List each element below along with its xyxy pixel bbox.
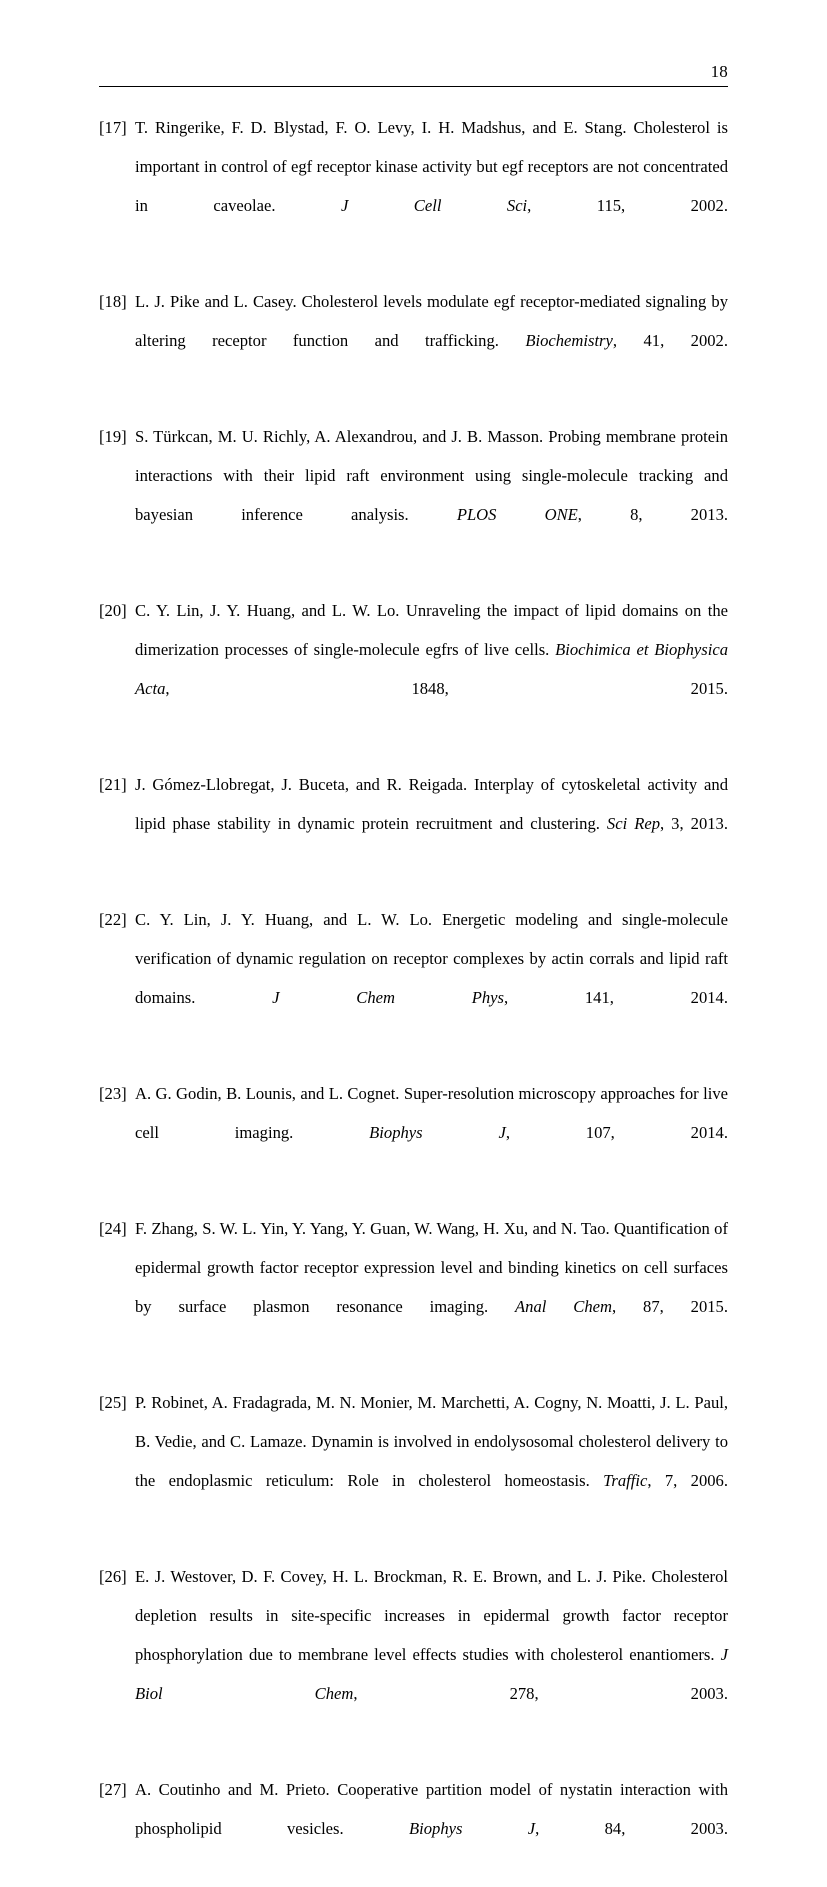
citation-text: , 107, 2014. xyxy=(505,1123,728,1142)
bibliography-entry-label: [27] xyxy=(99,1780,127,1799)
citation-text: , 115, 2002. xyxy=(527,196,728,215)
citation-text: , 7, 2006. xyxy=(647,1471,728,1490)
citation-text: A. Coutinho and M. Prieto. Cooperative partition model of nystatin interaction with phospholipid vesicles. xyxy=(135,1780,728,1838)
citation-text: , 1848, 2015. xyxy=(165,679,728,698)
citation-text: P. Robinet, A. Fradagrada, M. N. Monier, M. Marchetti, A. Cogny, N. Moatti, J. L. Paul, B. Vedie, and C. Lamaze. Dynamin is involved in endolysosomal cholesterol delivery to the endoplasmic reticulum: Role in cholesterol homeostasis. xyxy=(135,1393,728,1490)
bibliography-entry xyxy=(99,1209,728,1365)
bibliography-entry-text xyxy=(135,1770,728,1887)
citation-text: , 87, 2015. xyxy=(612,1297,729,1316)
bibliography-entry-text xyxy=(135,1074,728,1191)
journal-title: Traffic xyxy=(603,1471,648,1490)
bibliography-entry-label: [26] xyxy=(99,1567,127,1586)
journal-title: J Cell Sci xyxy=(340,196,528,215)
journal-title: Biophys J xyxy=(369,1123,506,1142)
journal-title: Anal Chem xyxy=(515,1297,612,1316)
bibliography-entry xyxy=(99,765,728,882)
citation-text: , 3, 2013. xyxy=(660,814,728,833)
citation-text: , 141, 2014. xyxy=(503,988,729,1007)
bibliography-entry-text xyxy=(135,900,728,1056)
bibliography-entry xyxy=(99,900,728,1056)
bibliography-entry-label: [24] xyxy=(99,1219,127,1238)
bibliography-entry-label: [17] xyxy=(99,118,127,137)
bibliography-entry xyxy=(99,1074,728,1191)
citation-text: E. J. Westover, D. F. Covey, H. L. Brockman, R. E. Brown, and L. J. Pike. Cholesterol depletion results in site-specific increases in epidermal growth factor receptor phosphorylation due to membrane level effects studies with cholesterol enantiomers. xyxy=(135,1567,728,1664)
citation-text: L. J. Pike and L. Casey. Cholesterol levels modulate egf receptor-mediated signaling by altering receptor function and trafficking. xyxy=(135,292,728,350)
journal-title: J Chem Phys xyxy=(272,988,504,1007)
bibliography-entry-text xyxy=(135,1383,728,1539)
bibliography-entry-label: [25] xyxy=(99,1393,127,1412)
bibliography-entry xyxy=(99,282,728,399)
journal-title: Sci Rep xyxy=(606,814,661,833)
bibliography-entry xyxy=(99,1557,728,1752)
bibliography-entry xyxy=(99,108,728,264)
bibliography-entry-label: [21] xyxy=(99,775,127,794)
citation-text: J. Gómez-Llobregat, J. Buceta, and R. Reigada. Interplay of cytoskeletal activity and lipid phase stability in dynamic protein recruitment and clustering. xyxy=(135,775,728,833)
citation-text: , 84, 2003. xyxy=(535,1819,729,1838)
citation-text: C. Y. Lin, J. Y. Huang, and L. W. Lo. Energetic modeling and single-molecule verification of dynamic regulation on receptor complexes by actin corrals and lipid raft domains. xyxy=(135,910,728,1007)
citation-text: , 41, 2002. xyxy=(612,331,728,350)
journal-title: Biophys J xyxy=(408,1819,536,1838)
page-header xyxy=(99,62,728,87)
citation-text: T. Ringerike, F. D. Blystad, F. O. Levy, I. H. Madshus, and E. Stang. Cholesterol is important in control of egf receptor kinase activity but egf receptors are not concentrated in caveolae. xyxy=(135,118,728,215)
citation-text: , 278, 2003. xyxy=(353,1684,728,1703)
bibliography-entry-text xyxy=(135,591,728,747)
bibliography-entry-text xyxy=(135,1209,728,1365)
journal-title: J Biol Chem xyxy=(135,1645,728,1703)
bibliography-entry-label: [22] xyxy=(99,910,127,929)
journal-title: PLOS ONE xyxy=(456,505,578,524)
bibliography-entry xyxy=(99,1770,728,1887)
bibliography-entry xyxy=(99,417,728,573)
bibliography-entry-label: [19] xyxy=(99,427,127,446)
bibliography-entry-text xyxy=(135,108,728,264)
bibliography-entry-label: [23] xyxy=(99,1084,127,1103)
bibliography-list xyxy=(99,108,728,1887)
citation-text: S. Türkcan, M. U. Richly, A. Alexandrou, and J. B. Masson. Probing membrane protein interactions with their lipid raft environment using single-molecule tracking and bayesian inference analysis. xyxy=(135,427,728,524)
bibliography-entry-text xyxy=(135,282,728,399)
bibliography-entry xyxy=(99,591,728,747)
journal-title: Biochimica et Biophysica Acta xyxy=(135,640,728,698)
header-rule xyxy=(99,86,728,87)
citation-text: C. Y. Lin, J. Y. Huang, and L. W. Lo. Unraveling the impact of lipid domains on the dimerization processes of single-molecule egfrs of live cells. xyxy=(135,601,728,659)
bibliography-entry-text xyxy=(135,1557,728,1752)
bibliography-entry-label: [20] xyxy=(99,601,127,620)
bibliography-entry xyxy=(99,1383,728,1539)
page-number: 18 xyxy=(710,62,728,81)
bibliography-entry-text xyxy=(135,765,728,882)
citation-text: A. G. Godin, B. Lounis, and L. Cognet. Super-resolution microscopy approaches for live cell imaging. xyxy=(135,1084,728,1142)
bibliography-entry-label: [18] xyxy=(99,292,127,311)
citation-text: , 8, 2013. xyxy=(577,505,729,524)
bibliography-entry-text xyxy=(135,417,728,573)
citation-text: F. Zhang, S. W. L. Yin, Y. Yang, Y. Guan, W. Wang, H. Xu, and N. Tao. Quantification of epidermal growth factor receptor expression level and binding kinetics on cell surfaces by surface plasmon resonance imaging. xyxy=(135,1219,728,1316)
journal-title: Biochemistry xyxy=(525,331,613,350)
